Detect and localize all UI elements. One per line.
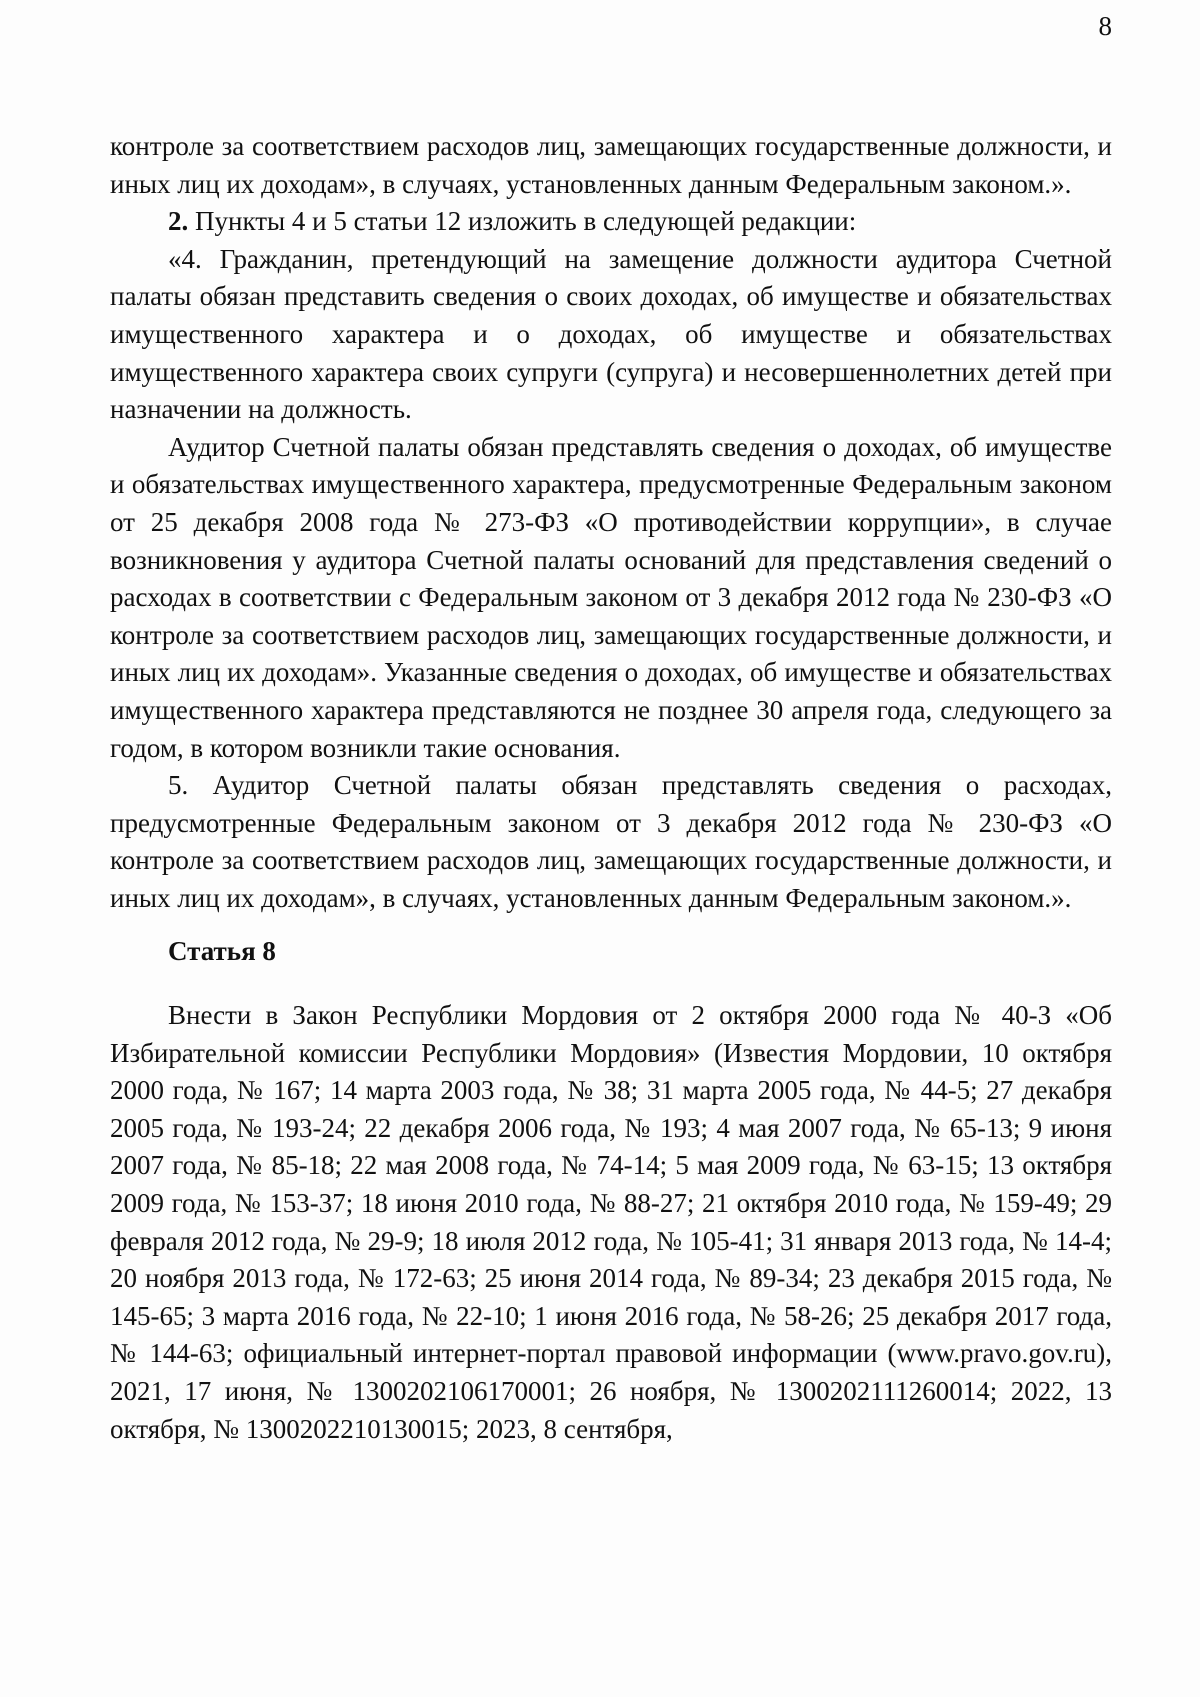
document-body: [110, 128, 1112, 1448]
item-text: Пункты 4 и 5 статьи 12 изложить в следующей редакции:: [188, 206, 857, 237]
page-number: 8: [1098, 11, 1112, 41]
paragraph-continuation: контроле за соответствием расходов лиц, замещающих государственные должности, и иных лиц их доходам», в случаях, установленных данным Федеральным законом.».: [110, 131, 1112, 199]
paragraph-auditor-duty: Аудитор Счетной палаты обязан представлять сведения о доходах, об имуществе и обязательствах имущественного характера, предусмотренные Федеральным законом от 25 декабря 2008 года № 273-ФЗ «О противодействии коррупции», в случае возникновения у аудитора Счетной палаты оснований для представления сведений о расходах в соответствии с Федеральным законом от 3 декабря 2012 года № 230-ФЗ «О контроле за соответствием расходов лиц, замещающих государственные должности, и иных лиц их доходам». Указанные сведения о доходах, об имуществе и обязательствах имущественного характера представляются не позднее 30 апреля года, следующего за годом, в котором возникли такие основания.: [110, 431, 1112, 763]
paragraph-point-4: «4. Гражданин, претендующий на замещение должности аудитора Счетной палаты обязан представить сведения о своих доходах, об имуществе и обязательствах имущественного характера и о доходах, об имуществе и обязательствах имущественного характера своих супруги (супруга) и несовершеннолетних детей при назначении на должность.: [110, 243, 1112, 425]
item-number: 2.: [168, 206, 189, 237]
paragraph-article-8: Внести в Закон Республики Мордовия от 2 октября 2000 года № 40-З «Об Избирательной комиссии Республики Мордовия» (Известия Мордовии, 10 октября 2000 года, № 167; 14 марта 2003 года, № 38; 31 марта 2005 года, № 44-5; 27 декабря 2005 года, № 193-24; 22 декабря 2006 года, № 193; 4 мая 2007 года, № 65-13; 9 июня 2007 года, № 85-18; 22 мая 2008 года, № 74-14; 5 мая 2009 года, № 63-15; 13 октября 2009 года, № 153-37; 18 июня 2010 года, № 88-27; 21 октября 2010 года, № 159-49; 29 февраля 2012 года, № 29-9; 18 июля 2012 года, № 105-41; 31 января 2013 года, № 14-4; 20 ноября 2013 года, № 172-63; 25 июня 2014 года, № 89-34; 23 декабря 2015 года, № 145-65; 3 марта 2016 года, № 22-10; 1 июня 2016 года, № 58-26; 25 декабря 2017 года, № 144-63; официальный интернет-портал правовой информации (www.pravo.gov.ru), 2021, 17 июня, № 1300202106170001; 26 ноября, № 1300202111260014; 2022, 13 октября, № 1300202210130015; 2023, 8 сентября,: [110, 1000, 1112, 1444]
paragraph-item-2: [110, 203, 1112, 241]
paragraph-point-5: 5. Аудитор Счетной палаты обязан представлять сведения о расходах, предусмотренные Федеральным законом от 3 декабря 2012 года № 230-ФЗ «О контроле за соответствием расходов лиц, замещающих государственные должности, и иных лиц их доходам», в случаях, установленных данным Федеральным законом.».: [110, 770, 1112, 913]
article-heading: Статья 8: [168, 936, 276, 967]
